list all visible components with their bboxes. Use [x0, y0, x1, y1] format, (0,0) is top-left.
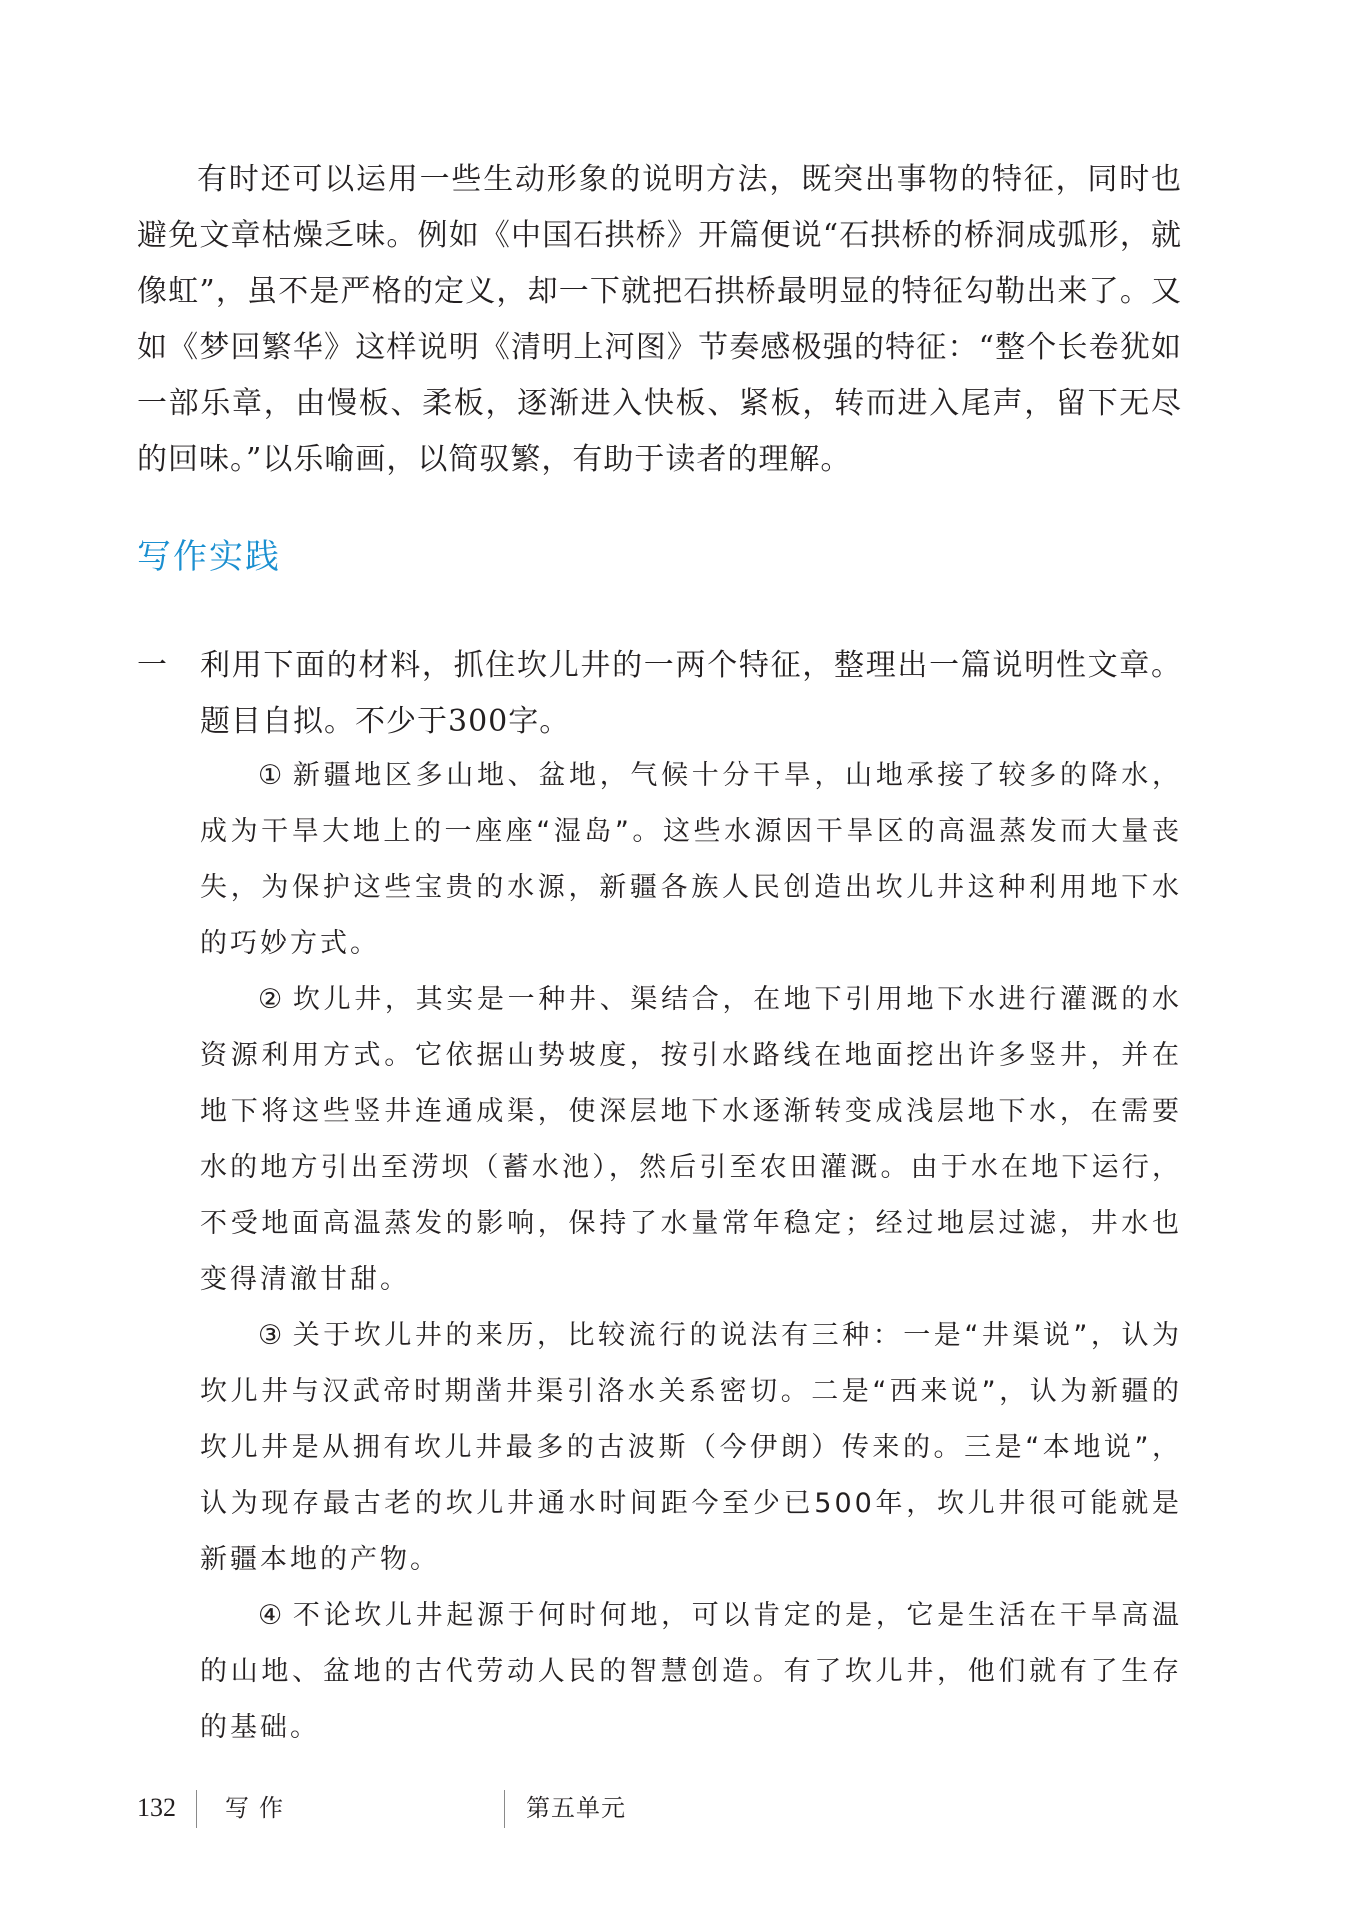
task-marker: 一 [137, 648, 167, 683]
intro-paragraph: 有时还可以运用一些生动形象的说明方法，既突出事物的特征，同时也避免文章枯燥乏味。例如《中国石拱桥》开篇便说“石拱桥的桥洞成弧形，就像虹”，虽不是严格的定义，却一下就把石拱桥最明显的特征勾勒出来了。又如《梦回繁华》这样说明《清明上河图》节奏感极强的特征：“整个长卷犹如一部乐章，由慢板、柔板，逐渐进入快板、紧板，转而进入尾声，留下无尽的回味。”以乐喻画，以简驭繁，有助于读者的理解。 [137, 162, 1182, 477]
material-number: ③ [258, 1320, 283, 1351]
material-number: ④ [258, 1600, 283, 1631]
task-text: 利用下面的材料，抓住坎儿井的一两个特征，整理出一篇说明性文章。题目自拟。不少于300字。 [200, 648, 1182, 739]
footer-divider [196, 1790, 197, 1828]
material-text: 新疆地区多山地、盆地，气候十分干旱，山地承接了较多的降水，成为干旱大地上的一座座“湿岛”。这些水源因干旱区的高温蒸发而大量丧失，为保护这些宝贵的水源，新疆各族人民创造出坎儿井这种利用地下水的巧妙方式。 [200, 760, 1182, 959]
material-paragraph [200, 972, 1182, 1308]
material-text: 坎儿井，其实是一种井、渠结合，在地下引用地下水进行灌溉的水资源利用方式。它依据山势坡度，按引水路线在地面挖出许多竖井，并在地下将这些竖井连通成渠，使深层地下水逐渐转变成浅层地下水，在需要水的地方引出至涝坝（蓄水池），然后引至农田灌溉。由于水在地下运行，不受地面高温蒸发的影响，保持了水量常年稳定；经过地层过滤，井水也变得清澈甘甜。 [200, 984, 1182, 1295]
footer-unit-title: 第五单元 [526, 1794, 626, 1822]
writing-task [137, 638, 1182, 750]
footer-section-title: 写作 [225, 1794, 293, 1822]
footer-divider [504, 1790, 505, 1828]
material-paragraph [200, 748, 1182, 972]
material-text: 关于坎儿井的来历，比较流行的说法有三种：一是“井渠说”，认为坎儿井与汉武帝时期凿井渠引洛水关系密切。二是“西来说”，认为新疆的坎儿井是从拥有坎儿井最多的古波斯（今伊朗）传来的。三是“本地说”，认为现存最古老的坎儿井通水时间距今至少已500年，坎儿井很可能就是新疆本地的产物。 [200, 1320, 1182, 1575]
material-text: 不论坎儿井起源于何时何地，可以肯定的是，它是生活在干旱高温的山地、盆地的古代劳动人民的智慧创造。有了坎儿井，他们就有了生存的基础。 [200, 1600, 1182, 1743]
section-heading: 写作实践 [137, 537, 281, 577]
materials-list [200, 748, 1182, 1756]
material-paragraph [200, 1308, 1182, 1588]
page-footer [0, 1788, 1350, 1828]
material-paragraph [200, 1588, 1182, 1756]
page-number: 132 [137, 1793, 176, 1822]
material-number: ① [258, 760, 283, 791]
material-number: ② [258, 984, 283, 1015]
